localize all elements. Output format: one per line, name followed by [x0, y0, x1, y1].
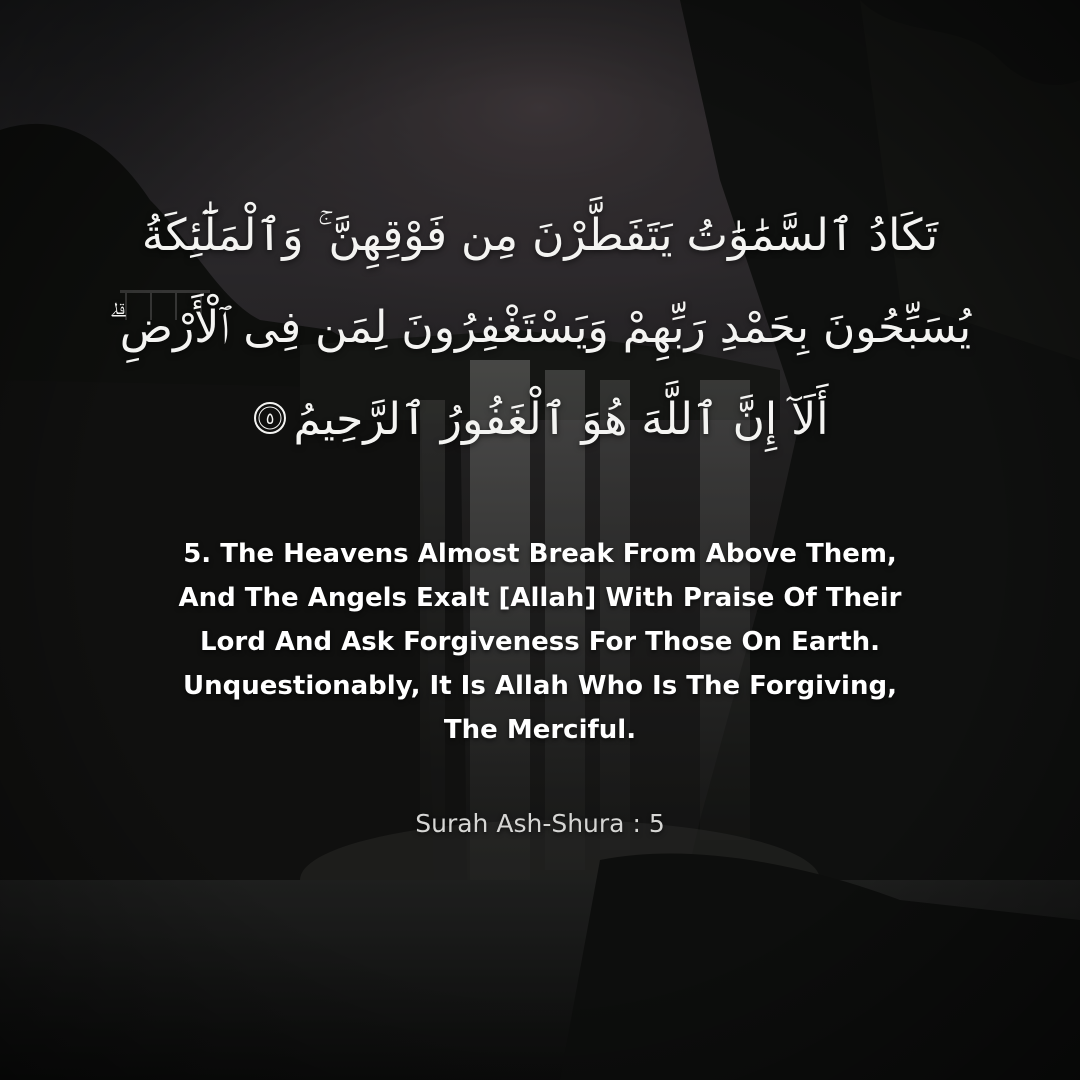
- arabic-line: [0, 374, 1080, 466]
- translation-line: Unquestionably, It Is Allah Who Is The Forgiving,: [183, 671, 897, 701]
- arabic-line: تَكَادُ ٱلسَّمَٰوَٰتُ يَتَفَطَّرْنَ مِن فَوْقِهِنَّ ۚ وَٱلْمَلَٰٓئِكَةُ: [141, 210, 939, 261]
- ayah-end-marker-icon: [252, 400, 288, 436]
- verse-translation: [90, 532, 990, 752]
- arabic-verse: [0, 190, 1080, 466]
- surah-reference: Surah Ash-Shura : 5: [415, 809, 665, 838]
- ayah-number: ٥: [265, 409, 274, 428]
- translation-line: And The Angels Exalt [Allah] With Praise Of Their: [178, 583, 902, 613]
- translation-line: The Merciful.: [443, 715, 637, 745]
- translation-line: 5. The Heavens Almost Break From Above Them,: [183, 539, 897, 569]
- arabic-line: يُسَبِّحُونَ بِحَمْدِ رَبِّهِمْ وَيَسْتَغْفِرُونَ لِمَن فِى ٱلْأَرْضِ ۗ: [108, 302, 972, 353]
- translation-line: Lord And Ask Forgiveness For Those On Earth.: [199, 627, 881, 657]
- arabic-line-text: أَلَآ إِنَّ ٱللَّهَ هُوَ ٱلْغَفُورُ ٱلرَّحِيمُ: [293, 394, 829, 445]
